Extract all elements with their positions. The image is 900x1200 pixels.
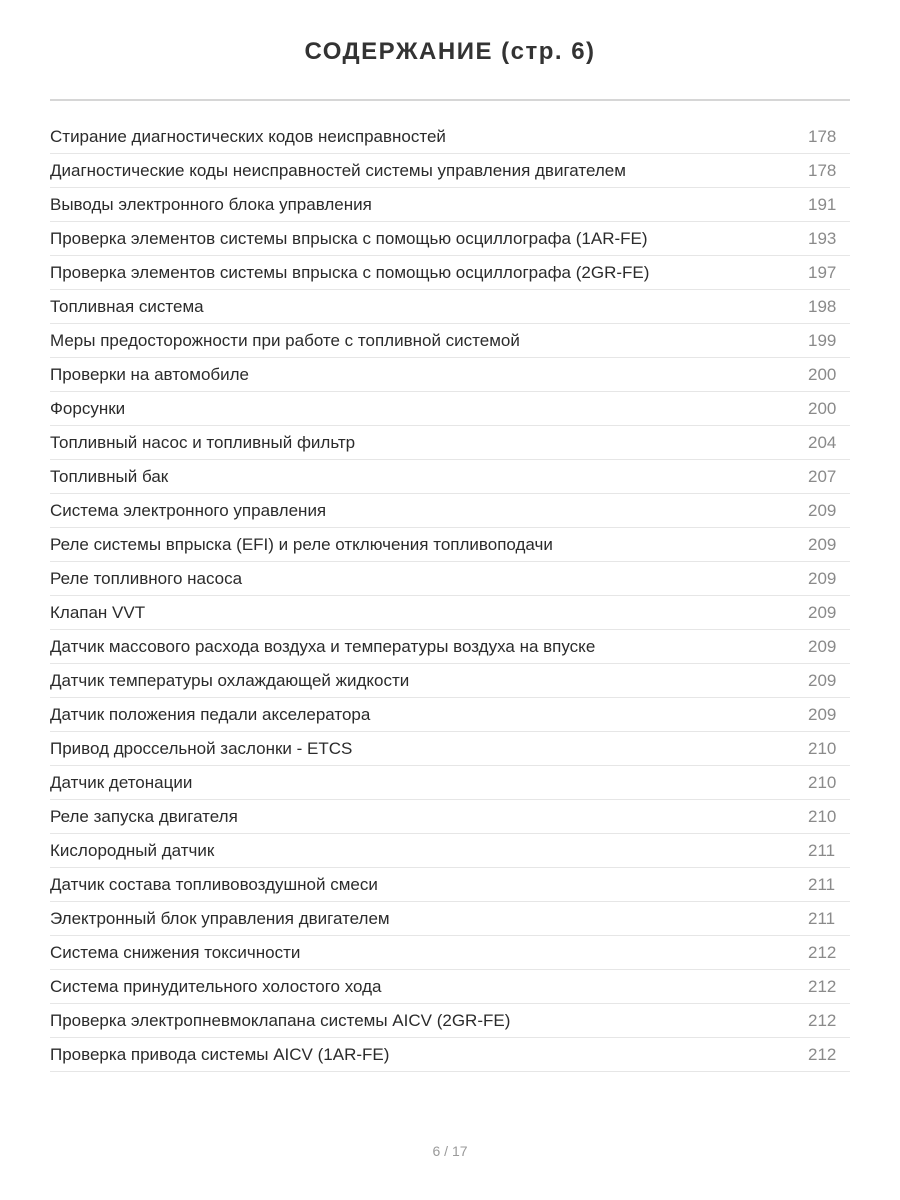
toc-entry[interactable] — [50, 562, 850, 596]
toc-entry-title: Кислородный датчик — [50, 841, 215, 860]
page-title: СОДЕРЖАНИЕ (стр. 6) — [304, 38, 596, 65]
toc-entry-title: Форсунки — [50, 399, 126, 418]
toc-entry-title: Топливный насос и топливный фильтр — [50, 433, 356, 452]
toc-entry-title: Клапан VVT — [50, 603, 146, 622]
toc-entry[interactable] — [50, 902, 850, 936]
toc-entry[interactable] — [50, 596, 850, 630]
toc-entry[interactable] — [50, 358, 850, 392]
toc-entry[interactable] — [50, 1038, 850, 1072]
toc-entry-title: Проверка электропневмоклапана системы AICV (2GR-FE) — [50, 1011, 511, 1030]
toc-entry-page-number: 207 — [808, 467, 837, 486]
toc-entry[interactable] — [50, 868, 850, 902]
table-of-contents — [50, 120, 850, 1072]
toc-entry-page-number: 200 — [808, 365, 837, 384]
toc-entry-title: Стирание диагностических кодов неисправностей — [50, 127, 446, 146]
toc-entry-title: Датчик состава топливовоздушной смеси — [50, 875, 378, 894]
toc-entry-title: Датчик массового расхода воздуха и температуры воздуха на впуске — [50, 637, 596, 656]
toc-entry[interactable] — [50, 970, 850, 1004]
toc-entry[interactable] — [50, 800, 850, 834]
toc-entry-page-number: 209 — [808, 603, 837, 622]
toc-entry[interactable] — [50, 188, 850, 222]
toc-entry-title: Датчик детонации — [50, 773, 193, 792]
toc-entry-title: Датчик температуры охлаждающей жидкости — [50, 671, 410, 690]
toc-entry-title: Система принудительного холостого хода — [50, 977, 382, 996]
toc-entry-page-number: 212 — [808, 977, 837, 996]
page-number: 6 / 17 — [432, 1143, 468, 1159]
toc-entry-title: Топливный бак — [50, 467, 169, 486]
toc-entry-page-number: 211 — [808, 909, 836, 928]
toc-entry-page-number: 212 — [808, 1011, 837, 1030]
toc-entry-page-number: 193 — [808, 229, 837, 248]
toc-entry[interactable] — [50, 460, 850, 494]
toc-entry-page-number: 212 — [808, 1045, 837, 1064]
toc-entry[interactable] — [50, 732, 850, 766]
toc-entry[interactable] — [50, 766, 850, 800]
toc-entry-title: Датчик положения педали акселератора — [50, 705, 371, 724]
toc-entry-page-number: 210 — [808, 773, 837, 792]
toc-entry[interactable] — [50, 290, 850, 324]
toc-entry-page-number: 200 — [808, 399, 837, 418]
toc-entry-title: Привод дроссельной заслонки - ETCS — [50, 739, 353, 758]
toc-entry-title: Система электронного управления — [50, 501, 327, 520]
toc-entry-page-number: 204 — [808, 433, 837, 452]
toc-entry-page-number: 178 — [808, 161, 837, 180]
toc-entry-title: Выводы электронного блока управления — [50, 195, 372, 214]
toc-entry-page-number: 198 — [808, 297, 837, 316]
toc-entry[interactable] — [50, 834, 850, 868]
toc-entry[interactable] — [50, 528, 850, 562]
toc-entry-page-number: 209 — [808, 569, 837, 588]
toc-entry[interactable] — [50, 630, 850, 664]
title-divider — [50, 99, 850, 101]
toc-entry[interactable] — [50, 664, 850, 698]
toc-entry-page-number: 191 — [808, 195, 837, 214]
toc-entry-title: Реле запуска двигателя — [50, 807, 238, 826]
toc-entry-page-number: 199 — [808, 331, 837, 350]
toc-entry[interactable] — [50, 120, 850, 154]
toc-entry-page-number: 210 — [808, 807, 837, 826]
toc-entry-title: Топливная система — [50, 297, 204, 316]
toc-entry-title: Проверка элементов системы впрыска с помощью осциллографа (1AR-FE) — [50, 229, 648, 248]
toc-entry-title: Диагностические коды неисправностей системы управления двигателем — [50, 161, 626, 180]
toc-entry[interactable] — [50, 1004, 850, 1038]
toc-entry[interactable] — [50, 256, 850, 290]
toc-entry[interactable] — [50, 494, 850, 528]
toc-entry-title: Проверка элементов системы впрыска с помощью осциллографа (2GR-FE) — [50, 263, 650, 282]
toc-entry-title: Меры предосторожности при работе с топливной системой — [50, 331, 520, 350]
toc-entry[interactable] — [50, 222, 850, 256]
toc-entry[interactable] — [50, 698, 850, 732]
toc-entry-page-number: 178 — [808, 127, 837, 146]
toc-entry[interactable] — [50, 324, 850, 358]
toc-entry-title: Реле системы впрыска (EFI) и реле отключения топливоподачи — [50, 535, 553, 554]
toc-entry-page-number: 210 — [808, 739, 837, 758]
toc-entry[interactable] — [50, 392, 850, 426]
toc-entry[interactable] — [50, 936, 850, 970]
toc-entry-page-number: 197 — [808, 263, 837, 282]
toc-entry-title: Реле топливного насоса — [50, 569, 243, 588]
toc-entry-page-number: 211 — [808, 841, 836, 860]
toc-entry[interactable] — [50, 426, 850, 460]
toc-entry-page-number: 209 — [808, 705, 837, 724]
toc-entry-page-number: 209 — [808, 501, 837, 520]
toc-entry[interactable] — [50, 154, 850, 188]
toc-entry-page-number: 209 — [808, 535, 837, 554]
toc-entry-page-number: 209 — [808, 671, 837, 690]
toc-entry-title: Электронный блок управления двигателем — [50, 909, 390, 928]
toc-entry-title: Проверка привода системы AICV (1AR-FE) — [50, 1045, 390, 1064]
toc-entry-page-number: 209 — [808, 637, 837, 656]
toc-entry-page-number: 211 — [808, 875, 836, 894]
toc-entry-title: Система снижения токсичности — [50, 943, 301, 962]
toc-entry-page-number: 212 — [808, 943, 837, 962]
toc-entry-title: Проверки на автомобиле — [50, 365, 250, 384]
